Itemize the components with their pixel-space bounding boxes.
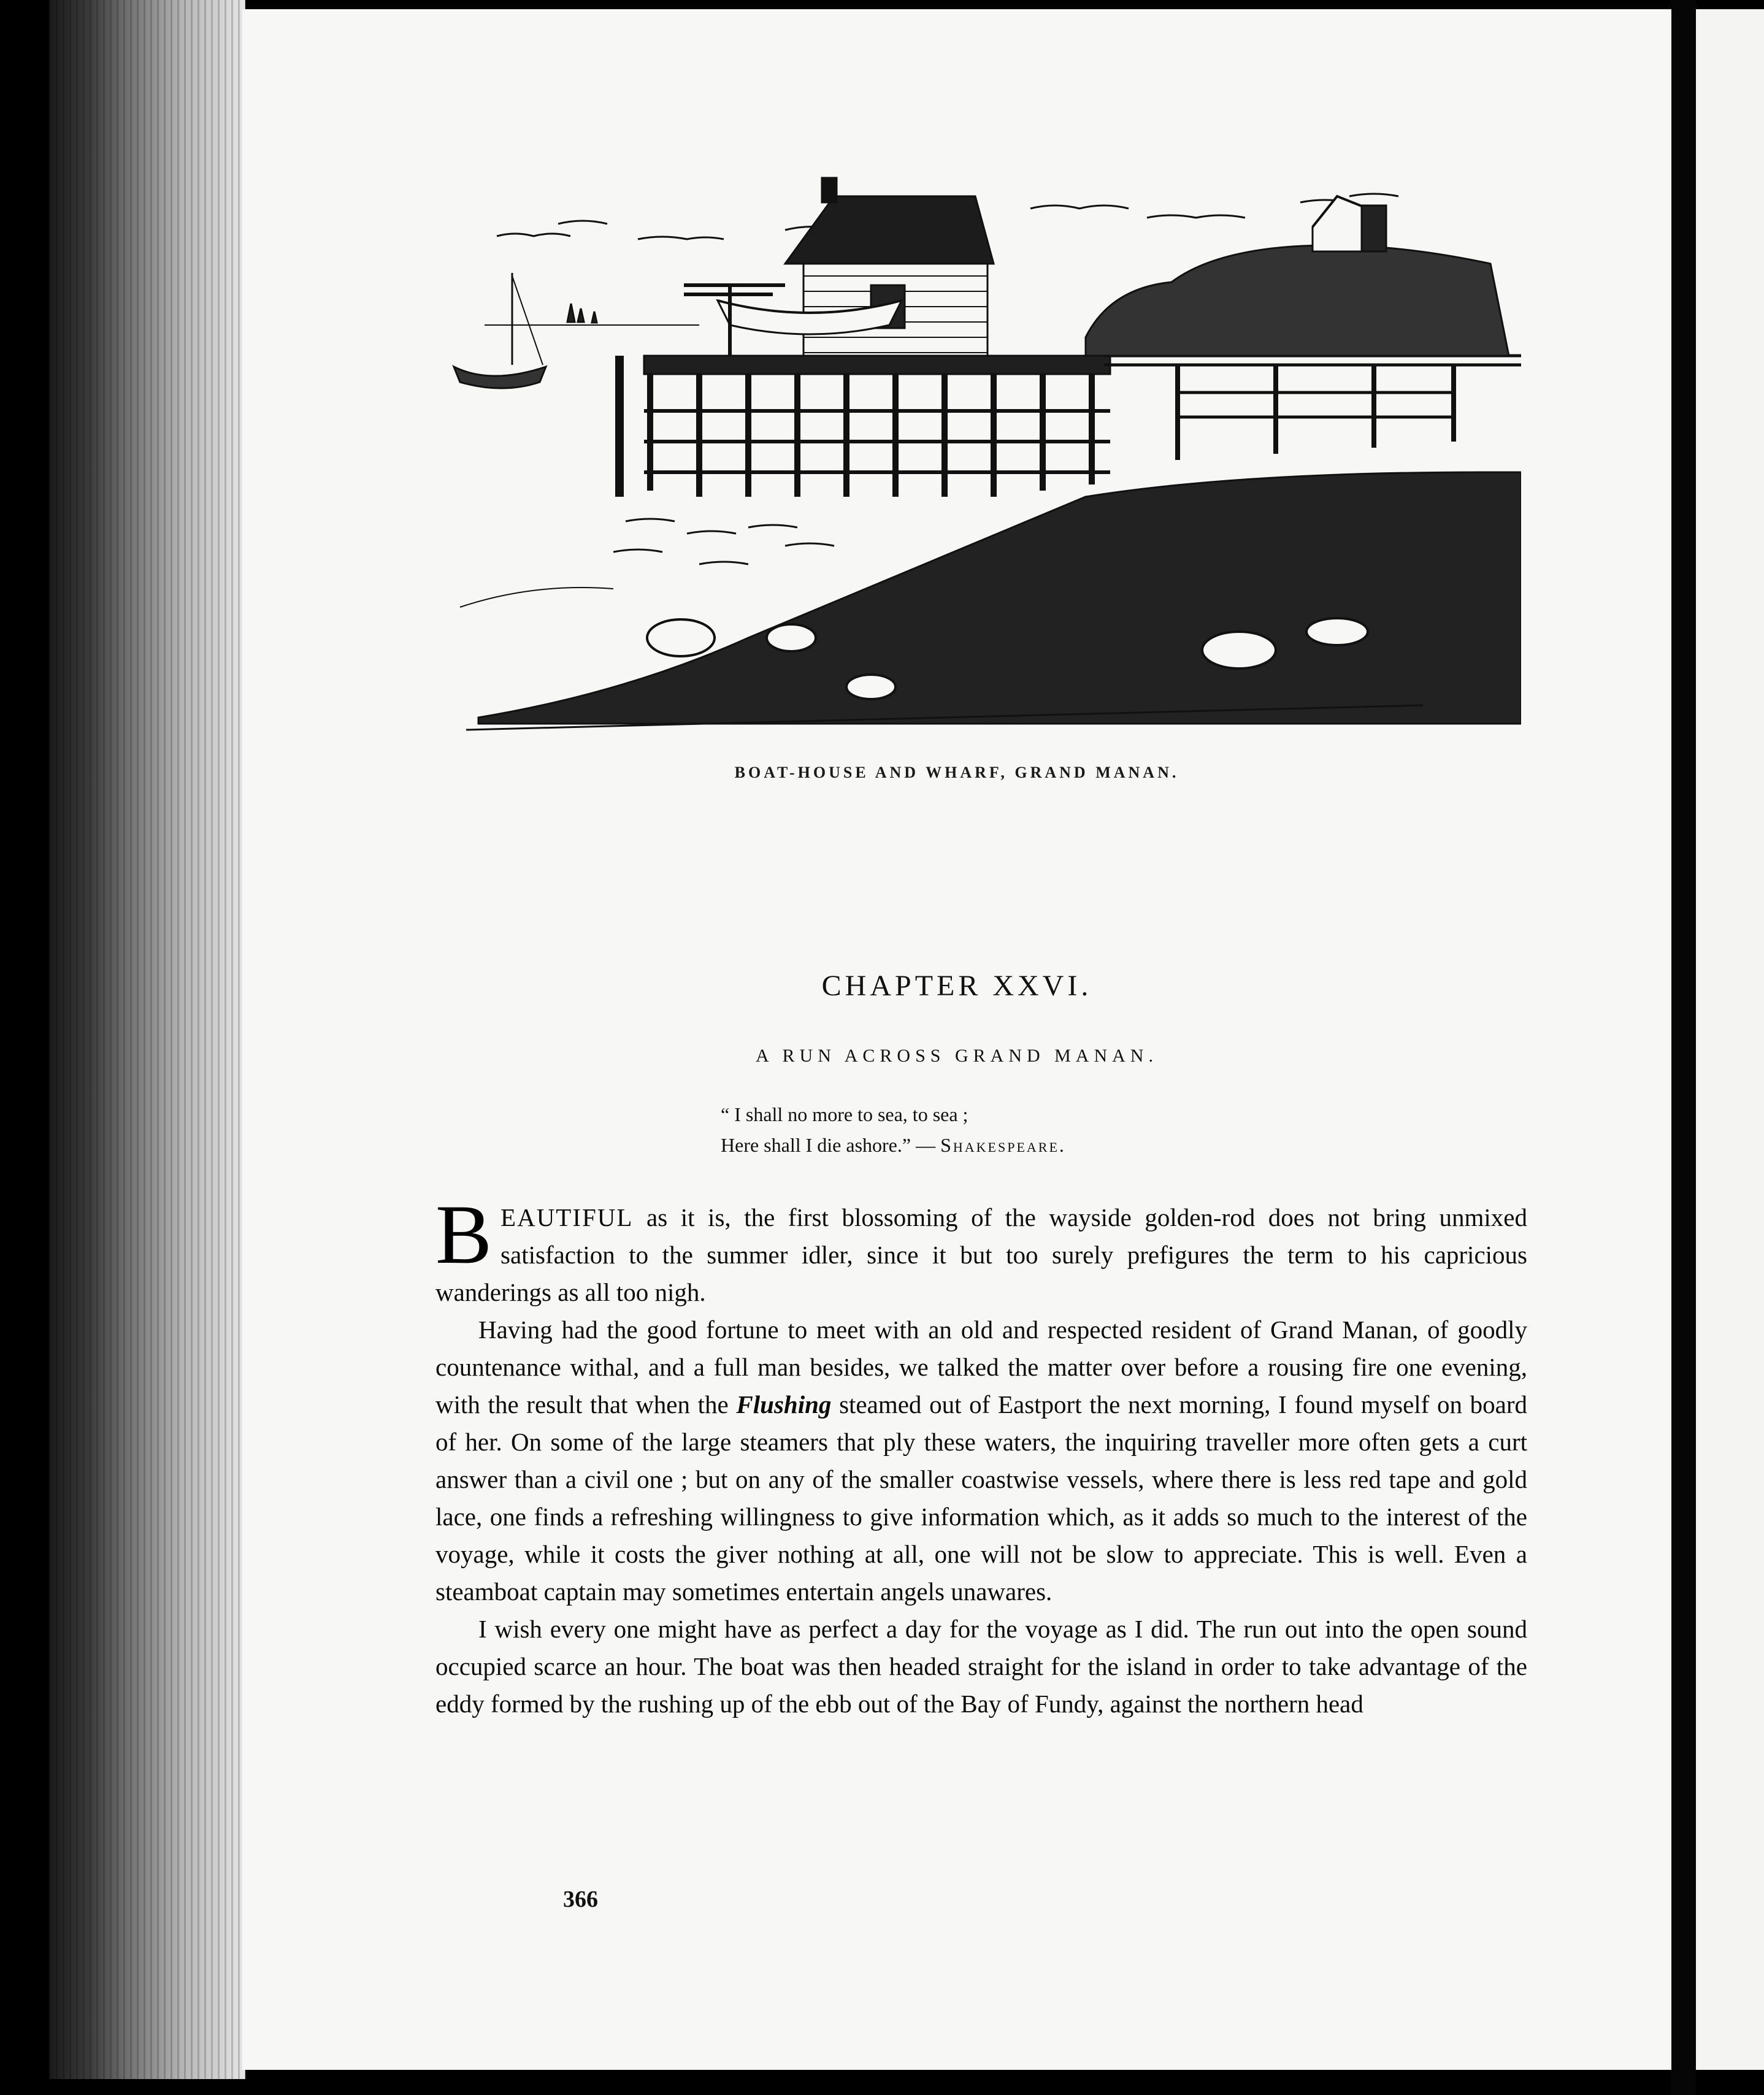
paragraph-2: [435, 1311, 1527, 1611]
paragraph-1: [435, 1187, 1527, 1311]
epigraph-line-1: “ I shall no more to sea, to sea ;: [721, 1103, 968, 1125]
epigraph-line-2-text: Here shall I die ashore.” —: [721, 1134, 941, 1156]
book-gutter: [1671, 0, 1696, 2095]
boat-house-illustration: [442, 153, 1521, 748]
chapter-title: CHAPTER XXVI.: [821, 970, 1092, 1002]
paragraph-2-part-b: steamed out of Eastport the next morning, I found myself on board of her. On some of the large steamers that ply these waters, the inquiring traveller more often gets a curt answer than a civil one ; but on any of the smaller coastwise vessels, where there is less red tape and gold lace, one finds a refreshing willingness to give information which, as it adds so much to the interest of the voyage, while it costs the giver nothing at all, one will not be slow to appreciate. This is well. Even a steamboat captain may sometimes entertain angels unawares.: [435, 1390, 1527, 1606]
chapter-subtitle: A RUN ACROSS GRAND MANAN.: [756, 1046, 1158, 1066]
epigraph-author: Shakespeare.: [940, 1134, 1066, 1156]
paragraph-3: I wish every one might have as perfect a day for the voyage as I did. The run out into the open sound occupied scarce an hour. The boat was then headed straight for the island in order to take advantage of the eddy formed by the rushing up of the ebb out of the Bay of Fundy, against the northern head: [435, 1615, 1527, 1718]
page-number: 366: [563, 1886, 598, 1912]
ship-name: Flushing: [736, 1390, 832, 1419]
epigraph: [721, 1099, 1066, 1160]
facing-page-edge: [1696, 9, 1764, 2070]
paragraph-1-lead: EAUTIFUL: [500, 1203, 634, 1231]
paragraph-1-text: as it is, the first blossoming of the wayside golden-rod does not bring unmixed satisfaction to the summer idler, since it but too surely prefigures the term to his capricious wanderings as all too nigh.: [435, 1203, 1527, 1306]
drop-cap: B: [435, 1187, 493, 1281]
book-page-edges: [49, 0, 245, 2079]
paragraph-2-part-a: Having had the good fortune to meet with an old and respected resident of Grand Manan, of goodly countenance withal, and a full man besides, we talked the matter over before a rousing fire one evening, with the result that when the: [435, 1316, 1527, 1419]
epigraph-line-2: [721, 1130, 1066, 1160]
chapter-body: [435, 1187, 1527, 1723]
illustration-caption: BOAT-HOUSE AND WHARF, GRAND MANAN.: [734, 764, 1179, 781]
